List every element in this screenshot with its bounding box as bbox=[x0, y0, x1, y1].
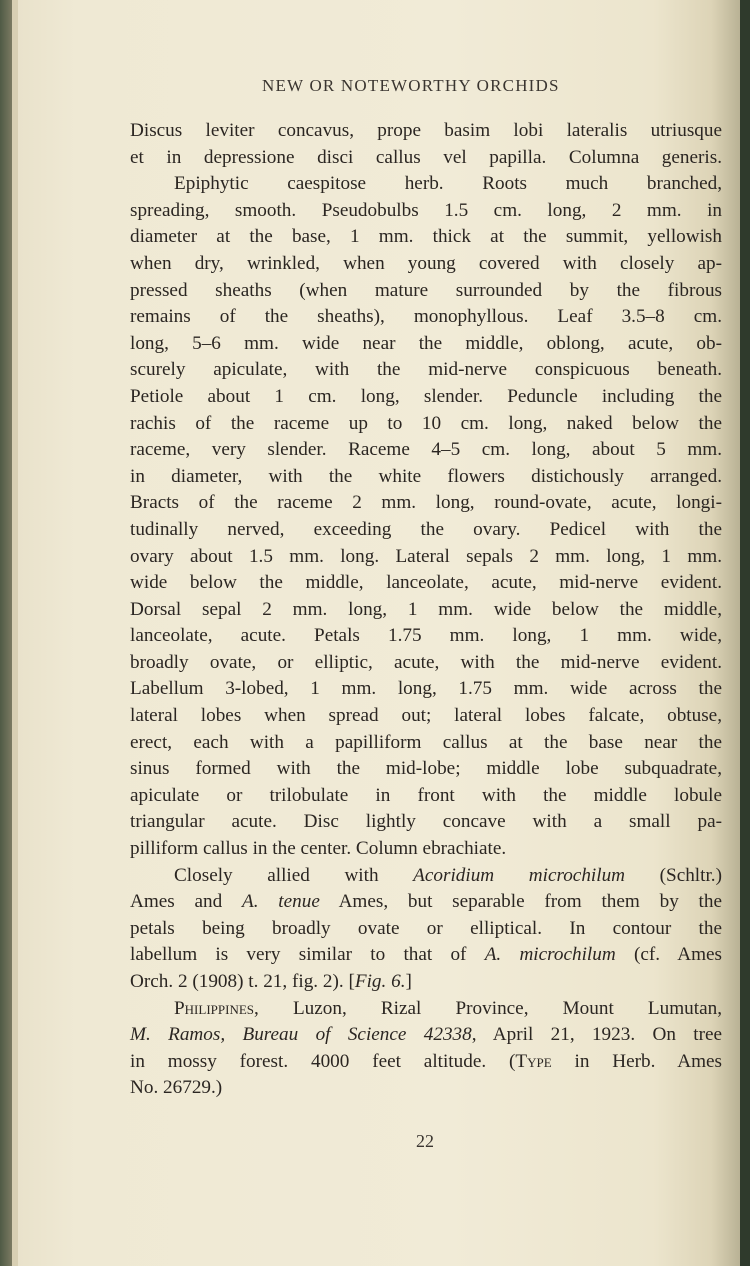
text-line: wide below the middle, lanceolate, acute, mid-nerve evident. bbox=[130, 572, 722, 594]
body-text bbox=[130, 118, 722, 1102]
text-line: lateral lobes when spread out; lateral lobes falcate, obtuse, bbox=[130, 705, 722, 727]
text-line: Orch. 2 (1908) t. 21, fig. 2). [Fig. 6.] bbox=[130, 971, 412, 992]
text-line: No. 26729.) bbox=[130, 1077, 223, 1099]
text-line: apiculate or trilobulate in front with the middle lobule bbox=[130, 784, 722, 806]
text-line: petals being broadly ovate or elliptical. In contour the bbox=[130, 917, 722, 939]
text-line: pilliform callus in the center. Column ebrachiate. bbox=[130, 838, 507, 860]
text-line: diameter at the base, 1 mm. thick at the summit, yellowish bbox=[130, 226, 722, 248]
book-spine-edge bbox=[0, 0, 12, 1266]
text-line: sinus formed with the mid-lobe; middle lobe subquadrate, bbox=[130, 758, 722, 780]
text-line: erect, each with a papilliform callus at the base near the bbox=[130, 731, 722, 753]
text-line: Ames and A. tenue Ames, but separable from them by the bbox=[130, 891, 722, 913]
text-line: lanceolate, acute. Petals 1.75 mm. long, 1 mm. wide, bbox=[130, 625, 722, 647]
text-line: raceme, very slender. Raceme 4–5 cm. long, about 5 mm. bbox=[130, 439, 722, 461]
text-line: labellum is very similar to that of A. microchilum (cf. Ames bbox=[130, 944, 722, 966]
page-number: 22 bbox=[416, 1131, 434, 1151]
text-line: Epiphytic caespitose herb. Roots much branched, bbox=[174, 173, 722, 195]
text-line: broadly ovate, or elliptic, acute, with the mid-nerve evident. bbox=[130, 651, 722, 673]
text-line: Closely allied with Acoridium microchilum (Schltr.) bbox=[174, 864, 722, 886]
text-line: long, 5–6 mm. wide near the middle, oblong, acute, ob- bbox=[130, 332, 722, 354]
text-line: M. Ramos, Bureau of Science 42338, April 21, 1923. On tree bbox=[130, 1024, 722, 1046]
text-line: Discus leviter concavus, prope basim lobi lateralis utriusque bbox=[130, 120, 722, 141]
text-line: Bracts of the raceme 2 mm. long, round-ovate, acute, longi- bbox=[130, 492, 722, 514]
text-line: ovary about 1.5 mm. long. Lateral sepals 2 mm. long, 1 mm. bbox=[130, 545, 722, 567]
text-line: rachis of the raceme up to 10 cm. long, naked below the bbox=[130, 412, 722, 434]
text-line: pressed sheaths (when mature surrounded by the fibrous bbox=[130, 279, 722, 301]
running-header: NEW OR NOTEWORTHY ORCHIDS bbox=[262, 76, 560, 95]
text-line: et in depressione disci callus vel papilla. Columna generis. bbox=[130, 146, 722, 168]
text-line: in mossy forest. 4000 feet altitude. (Type in Herb. Ames bbox=[130, 1050, 722, 1072]
text-line: Dorsal sepal 2 mm. long, 1 mm. wide below the middle, bbox=[130, 598, 722, 620]
text-line: when dry, wrinkled, when young covered with closely ap- bbox=[130, 252, 722, 274]
text-line: scurely apiculate, with the mid-nerve conspicuous beneath. bbox=[130, 359, 722, 381]
text-line: Philippines, Luzon, Rizal Province, Mount Lumutan, bbox=[174, 997, 722, 1019]
text-line: in diameter, with the white flowers distichously arranged. bbox=[130, 465, 722, 487]
text-line: triangular acute. Disc lightly concave with a small pa- bbox=[130, 811, 722, 833]
text-line: spreading, smooth. Pseudobulbs 1.5 cm. long, 2 mm. in bbox=[130, 199, 722, 221]
text-line: tudinally nerved, exceeding the ovary. Pedicel with the bbox=[130, 518, 722, 540]
text-line: Petiole about 1 cm. long, slender. Peduncle including the bbox=[130, 385, 722, 407]
text-line: Labellum 3-lobed, 1 mm. long, 1.75 mm. wide across the bbox=[130, 678, 722, 700]
text-line: remains of the sheaths), monophyllous. Leaf 3.5–8 cm. bbox=[130, 306, 722, 328]
